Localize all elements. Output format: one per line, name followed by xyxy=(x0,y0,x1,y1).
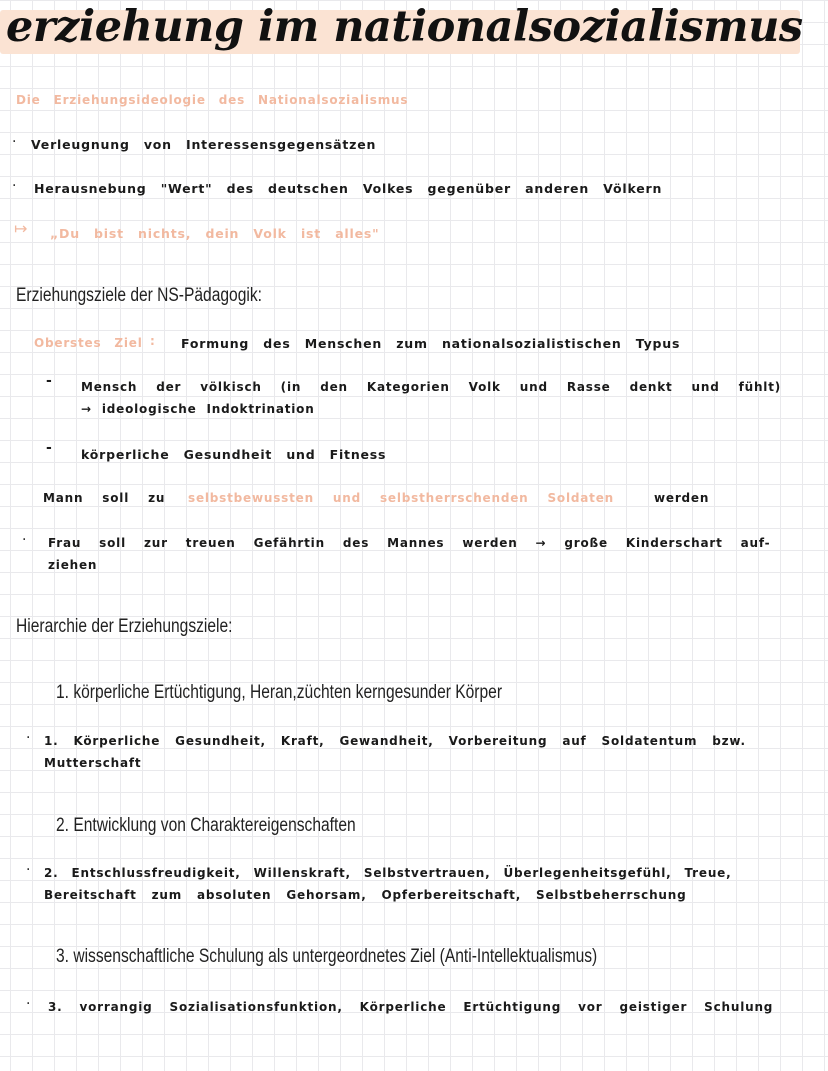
page-title: erziehung im nationalsozialismus xyxy=(6,2,803,52)
hierarchy-item-2-title: 2. Entwicklung von Charaktereigenschaften xyxy=(56,815,356,836)
hierarchy-item-2-note-line-2: Bereitschaft zum absoluten Gehorsam, Opferbereitschaft, Selbstbeherrschung xyxy=(44,888,687,902)
man-role-post: werden xyxy=(654,491,710,505)
subgoal-1-line-1: Mensch der völkisch (in den Kategorien Volk und Rasse denkt und fühlt) xyxy=(81,380,782,394)
man-role-pre: Mann soll zu xyxy=(43,491,166,505)
dash-marker: - xyxy=(46,440,52,456)
subgoal-2: körperliche Gesundheit und Fitness xyxy=(81,447,387,462)
hierarchy-item-1-title: 1. körperliche Ertüchtigung, Heran,züchten kerngesunder Körper xyxy=(56,682,503,703)
man-role-highlight: selbstbewussten und selbstherrschenden Soldaten xyxy=(188,491,614,505)
ideology-point-1: Verleugnung von Interessensgegensätzen xyxy=(31,137,377,152)
woman-role-line-2: ziehen xyxy=(48,558,98,572)
goals-heading: Erziehungsziele der NS-Pädagogik: xyxy=(16,285,262,306)
hierarchy-item-1-note-line-2: Mutterschaft xyxy=(44,756,142,770)
ideology-point-2: Herausnebung "Wert" des deutschen Volkes gegenüber anderen Völkern xyxy=(34,181,663,196)
top-goal-text: Formung des Menschen zum nationalsozialistischen Typus xyxy=(181,336,681,351)
hierarchy-item-3-note-line-1: 3. vorrangig Sozialisationsfunktion, Körperliche Ertüchtigung vor geistiger Schulung xyxy=(48,1000,774,1014)
bullet-dot: · xyxy=(26,862,31,878)
bullet-dot: · xyxy=(26,996,31,1012)
ideology-quote: „Du bist nichts, dein Volk ist alles" xyxy=(50,226,380,241)
hierarchy-item-2-note-line-1: 2. Entschlussfreudigkeit, Willenskraft, Selbstvertrauen, Überlegenheitsgefühl, Treue, xyxy=(44,866,732,880)
dash-marker: - xyxy=(46,373,52,389)
hierarchy-item-3-title: 3. wissenschaftliche Schulung als untergeordnetes Ziel (Anti-Intellektualismus) xyxy=(56,946,598,967)
bullet-dot: · xyxy=(12,178,17,194)
top-goal-label: Oberstes Ziel xyxy=(34,336,143,350)
ideology-heading: Die Erziehungsideologie des Nationalsozialismus xyxy=(16,93,409,107)
hierarchy-heading: Hierarchie der Erziehungsziele: xyxy=(16,616,233,637)
top-goal-colon: : xyxy=(150,334,156,348)
arrow-icon: ↦ xyxy=(14,219,28,238)
woman-role-line-1: Frau soll zur treuen Gefährtin des Mannes werden → große Kinderschart auf- xyxy=(48,536,771,550)
bullet-dot: · xyxy=(26,730,31,746)
subgoal-1-line-2: → ideologische Indoktrination xyxy=(81,402,315,416)
bullet-dot: · xyxy=(12,134,17,150)
bullet-dot: · xyxy=(22,532,27,548)
hierarchy-item-1-note-line-1: 1. Körperliche Gesundheit, Kraft, Gewandheit, Vorbereitung auf Soldatentum bzw. xyxy=(44,734,746,748)
